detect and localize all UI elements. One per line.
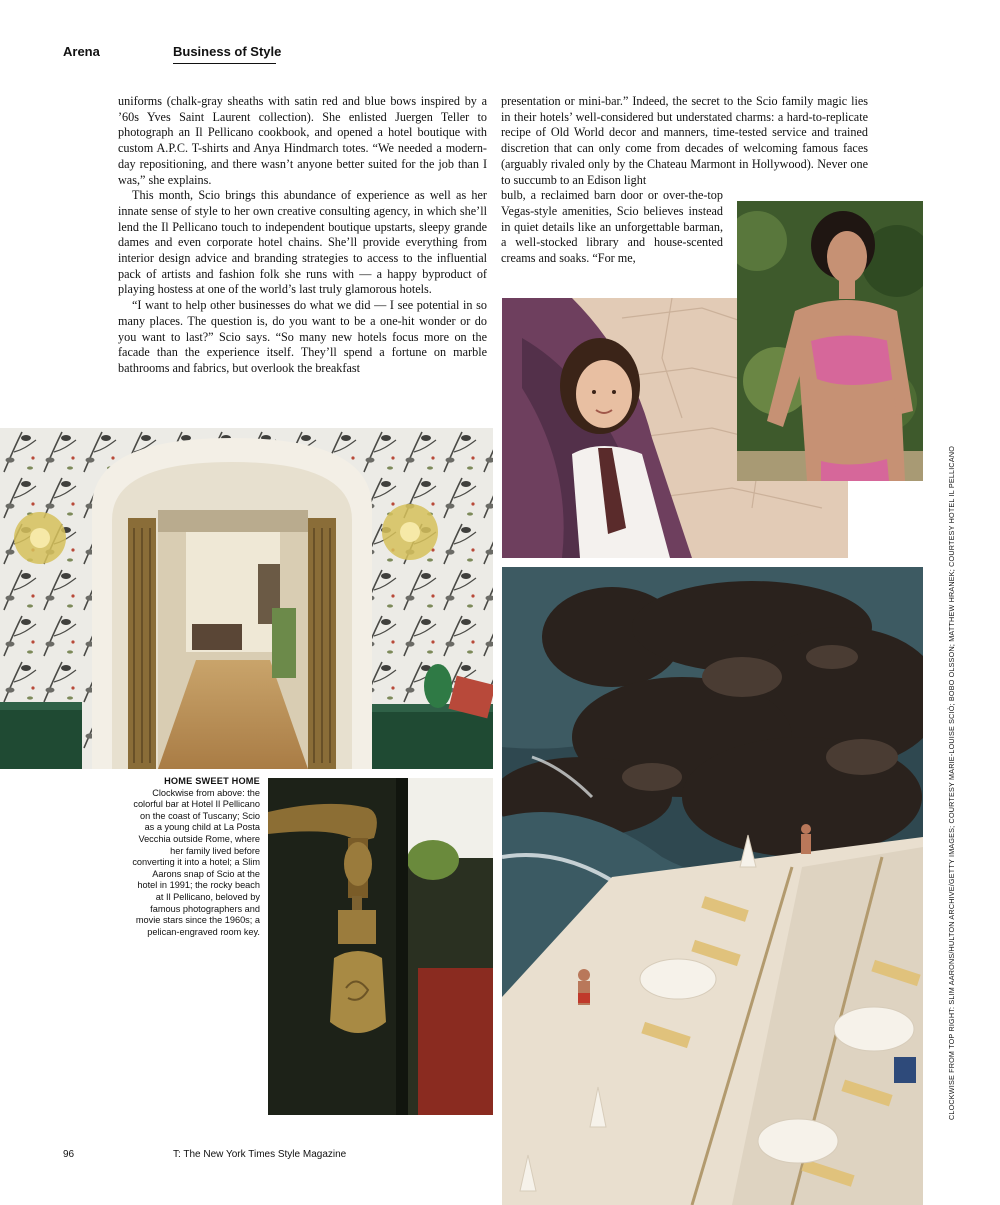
page-number: 96 — [63, 1149, 75, 1160]
publication-name: T: The New York Times Style Magazine — [173, 1149, 347, 1160]
photo-hotel-bar — [0, 428, 493, 769]
hotel-bar-illustration — [0, 428, 493, 769]
caption-text: Clockwise from above: the colorful bar at Hotel Il Pellicano on the coast of Tuscany; Scio as a young child at La Posta Vecchia outside Rome, where her family lived before converting it into a hotel; a Slim Aarons snap of Scio at the hotel in 1991; the rocky beach at Il Pellicano, beloved by famous photographers and movie stars since the 1960s; a pelican-engraved room key. — [132, 787, 260, 937]
article-column-1 — [118, 94, 487, 377]
article-paragraph: “I want to help other businesses do what we did — I see potential in so many places. The question is, do you want to be a one-hit wonder or do you want to last?” Scio says. “So many new hotels focus more on the facade than the experience itself. They’ll spend a fortune on marble bathrooms and fabrics, but overlook the breakfast — [118, 298, 487, 375]
photo-slim-aarons-scio — [737, 201, 923, 481]
article-paragraph: presentation or mini-bar.” Indeed, the secret to the Scio family magic lies in their hotels’ well-considered but understated charms: a hard-to-replicate recipe of Old World decor and manners, time-tested service and trained discretion that can only come from decades of welcoming famous faces (arguably rivaled only by the Chateau Marmont in Hollywood). Never one to succumb to an Edison light — [501, 94, 868, 187]
header-rule — [173, 63, 276, 64]
photo-caption — [130, 776, 260, 938]
article-paragraph-wrapped: bulb, a reclaimed barn door or over-the-top Vegas-style amenities, Scio believes instead in quiet details like an unforgettable barman, a well-stocked library and house-scented creams and soaks. “For me, — [501, 188, 723, 266]
photo-room-key — [268, 778, 493, 1115]
caption-title: HOME SWEET HOME — [164, 776, 260, 786]
photo-rocky-beach — [502, 567, 923, 1205]
column-label: Business of Style — [173, 44, 282, 59]
rocky-beach-illustration — [502, 567, 923, 1205]
room-key-illustration — [268, 778, 493, 1115]
slim-aarons-illustration — [737, 201, 923, 481]
article-paragraph: uniforms (chalk-gray sheaths with satin red and blue bows inspired by a ’60s Yves Saint Laurent collection). She enlisted Juergen Teller to photograph an Il Pellicano cookbook, and opened a hotel boutique with custom A.P.C. T-shirts and Anya Hindmarch totes. “We needed a modern-day repositioning, and there wasn’t anyone better suited for the job than I was,” she explains. — [118, 94, 487, 187]
photo-credit: CLOCKWISE FROM TOP RIGHT: SLIM AARONS/HULTON ARCHIVE/GETTY IMAGES; COURTESY MARIE-LOUISE SCIÒ; BOBO OLSSON; MATTHEW HRANEK; COURTESY HOTEL IL PELLICANO — [947, 445, 956, 1120]
section-label: Arena — [63, 44, 100, 59]
article-paragraph: This month, Scio brings this abundance of experience as well as her innate sense of style to her own creative consulting agency, in which she’ll lend the Il Pellicano touch to independent boutique upstarts, sleepy grande dames and even corporate hotel chains. She’ll provide everything from interior design advice and branding strategies to access to the influential pack of artists and fashion folk she runs with — a happy byproduct of playing hostess at one of the world’s last truly glamorous hotels. — [118, 188, 487, 297]
